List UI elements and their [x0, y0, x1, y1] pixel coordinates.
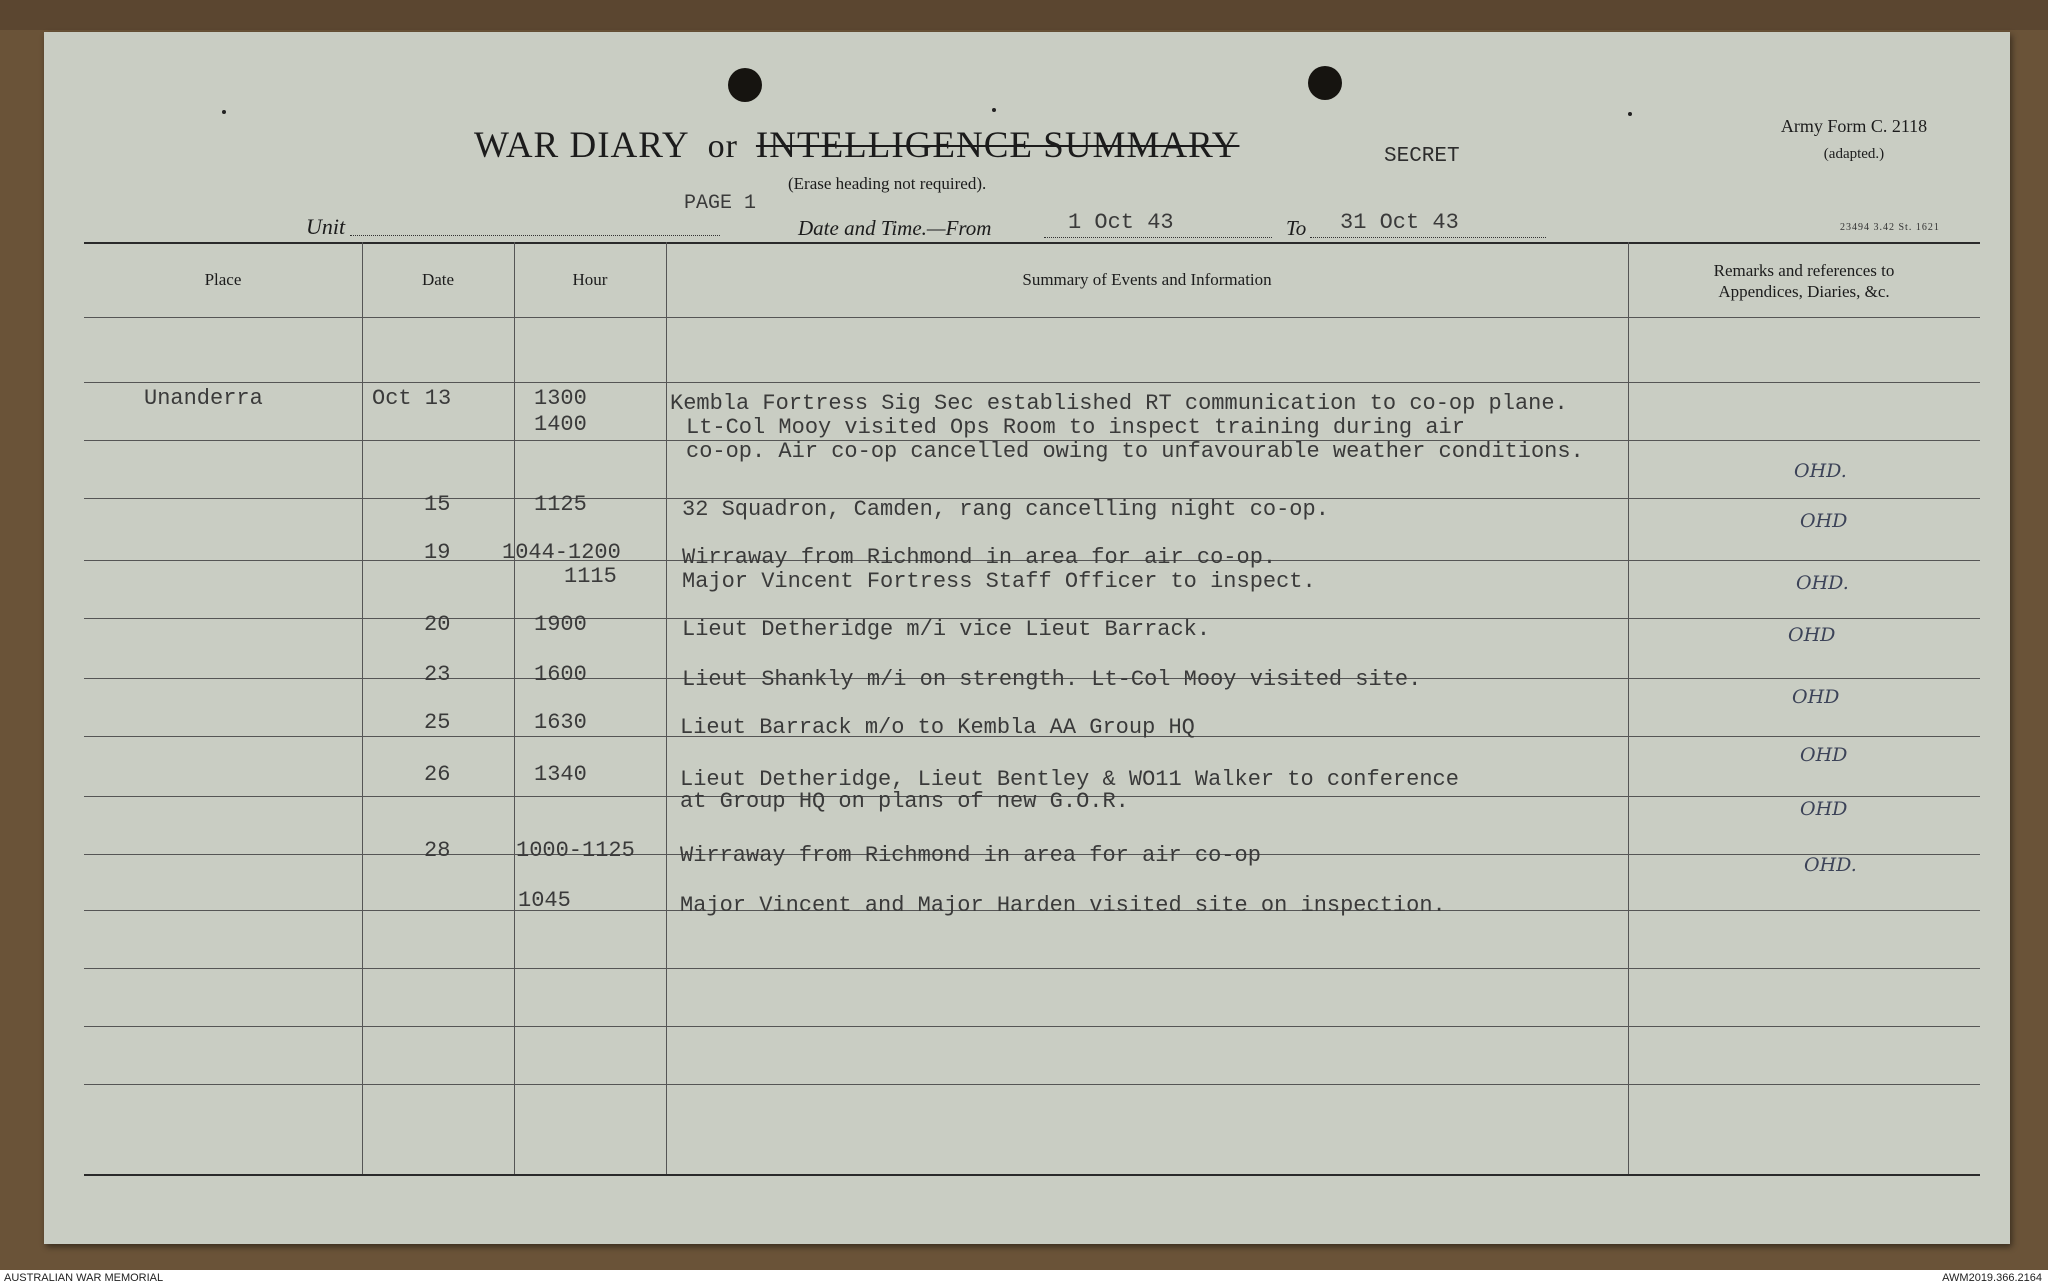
from-date: 1 Oct 43 [1068, 210, 1174, 235]
entry-summary: Lieut Barrack m/o to Kembla AA Group HQ [680, 715, 1195, 740]
paper-speck [992, 108, 996, 112]
paper-speck [1628, 112, 1632, 116]
entry-hour: 1044-1200 [502, 540, 621, 565]
entry-date: 20 [424, 612, 451, 637]
from-field-line [1044, 237, 1272, 238]
entry-hour: 1300 [534, 386, 587, 411]
table-bottom-rule [84, 1174, 1980, 1176]
title-or: or [707, 128, 738, 165]
title-struck-intelligence-summary: INTELLIGENCE SUMMARY [755, 125, 1240, 166]
remarks-initials: OHD. [1796, 572, 1849, 594]
column-header-date: Date [421, 270, 455, 289]
remarks-initials: OHD. [1804, 854, 1857, 876]
remarks-initials: OHD [1800, 798, 1848, 820]
to-date: 31 Oct 43 [1340, 210, 1459, 235]
col-divider-date [514, 242, 515, 1174]
remarks-initials: OHD [1792, 686, 1840, 708]
row-rule [84, 1026, 1980, 1027]
column-header-hour: Hour [572, 270, 608, 289]
header-rule [84, 317, 1980, 318]
entry-hour: 1000-1125 [516, 838, 635, 863]
row-rule [84, 1084, 1980, 1085]
entry-hour: 1125 [534, 492, 587, 517]
scan-border-top [0, 0, 2048, 30]
archive-name: AUSTRALIAN WAR MEMORIAL [4, 1272, 164, 1284]
entry-hour: 1400 [534, 412, 587, 437]
paper-speck [222, 110, 226, 114]
col-divider-place [362, 242, 363, 1174]
entry-summary: Lieut Detheridge m/i vice Lieut Barrack. [682, 617, 1211, 642]
form-title [474, 124, 1239, 167]
archive-reference: AWM2019.366.2164 [1942, 1272, 2042, 1284]
entry-hour: 1115 [564, 564, 617, 589]
page-number: PAGE 1 [684, 192, 757, 215]
erase-heading-note: (Erase heading not required). [788, 174, 987, 193]
entry-summary: co-op. Air co-op cancelled owing to unfavourable weather conditions. [686, 439, 1584, 464]
punch-hole-left [728, 68, 762, 102]
unit-field [350, 235, 720, 236]
entry-hour: 1600 [534, 662, 587, 687]
unit-label: Unit [306, 214, 346, 239]
entry-date: Oct 13 [372, 386, 452, 411]
army-form-reference [1744, 112, 1964, 168]
entry-summary: Kembla Fortress Sig Sec established RT communication to co-op plane. [670, 391, 1568, 416]
diary-table [84, 242, 1980, 1118]
entry-date: 15 [424, 492, 451, 517]
date-time-label: Date and Time.—From [798, 216, 992, 240]
entry-hour: 1045 [518, 888, 571, 913]
col-divider-hour [666, 242, 667, 1174]
to-field-line [1310, 237, 1546, 238]
entry-summary: Lieut Detheridge, Lieut Bentley & WO11 Walker to conference [680, 767, 1459, 792]
entry-summary: Lieut Shankly m/i on strength. Lt-Col Mooy visited site. [682, 667, 1422, 692]
entry-date: 19 [424, 540, 451, 565]
entry-date: 26 [424, 762, 451, 787]
to-label: To [1286, 216, 1307, 240]
entry-hour: 1900 [534, 612, 587, 637]
title-war-diary: WAR DIARY [474, 125, 690, 166]
remarks-header-line1: Remarks and references to [1713, 261, 1895, 280]
entry-summary: at Group HQ on plans of new G.O.R. [680, 789, 1129, 814]
column-header-remarks [1628, 260, 1980, 302]
column-header-place: Place [204, 270, 242, 289]
row-rule [84, 968, 1980, 969]
column-header-summary: Summary of Events and Information [1022, 270, 1272, 289]
remarks-initials: OHD. [1794, 460, 1847, 482]
entry-date: 23 [424, 662, 451, 687]
form-adapted: (adapted.) [1823, 146, 1885, 162]
entry-hour: 1340 [534, 762, 587, 787]
entry-date: 28 [424, 838, 451, 863]
col-divider-summary [1628, 242, 1629, 1174]
entry-place: Unanderra [144, 386, 263, 411]
war-diary-sheet [44, 32, 2010, 1244]
archive-footer [0, 1270, 2048, 1288]
entry-summary: 32 Squadron, Camden, rang cancelling night co-op. [682, 497, 1329, 522]
form-number: Army Form C. 2118 [1780, 116, 1928, 136]
entry-hour: 1630 [534, 710, 587, 735]
entry-summary: Wirraway from Richmond in area for air co-op [680, 843, 1261, 868]
row-rule [84, 382, 1980, 383]
remarks-initials: OHD [1788, 624, 1836, 646]
classification-stamp: SECRET [1384, 145, 1460, 168]
entry-date: 25 [424, 710, 451, 735]
remarks-initials: OHD [1800, 510, 1848, 532]
entry-summary: Major Vincent Fortress Staff Officer to inspect. [682, 569, 1316, 594]
entry-summary: Lt-Col Mooy visited Ops Room to inspect training during air [686, 415, 1465, 440]
print-code: 23494 3.42 St. 1621 [1840, 222, 1940, 233]
remarks-initials: OHD [1800, 744, 1848, 766]
remarks-header-line2: Appendices, Diaries, &c. [1718, 282, 1890, 301]
entry-summary: Wirraway from Richmond in area for air co-op. [682, 545, 1277, 570]
entry-summary: Major Vincent and Major Harden visited site on inspection. [680, 893, 1446, 918]
table-top-rule [84, 242, 1980, 244]
punch-hole-right [1308, 66, 1342, 100]
